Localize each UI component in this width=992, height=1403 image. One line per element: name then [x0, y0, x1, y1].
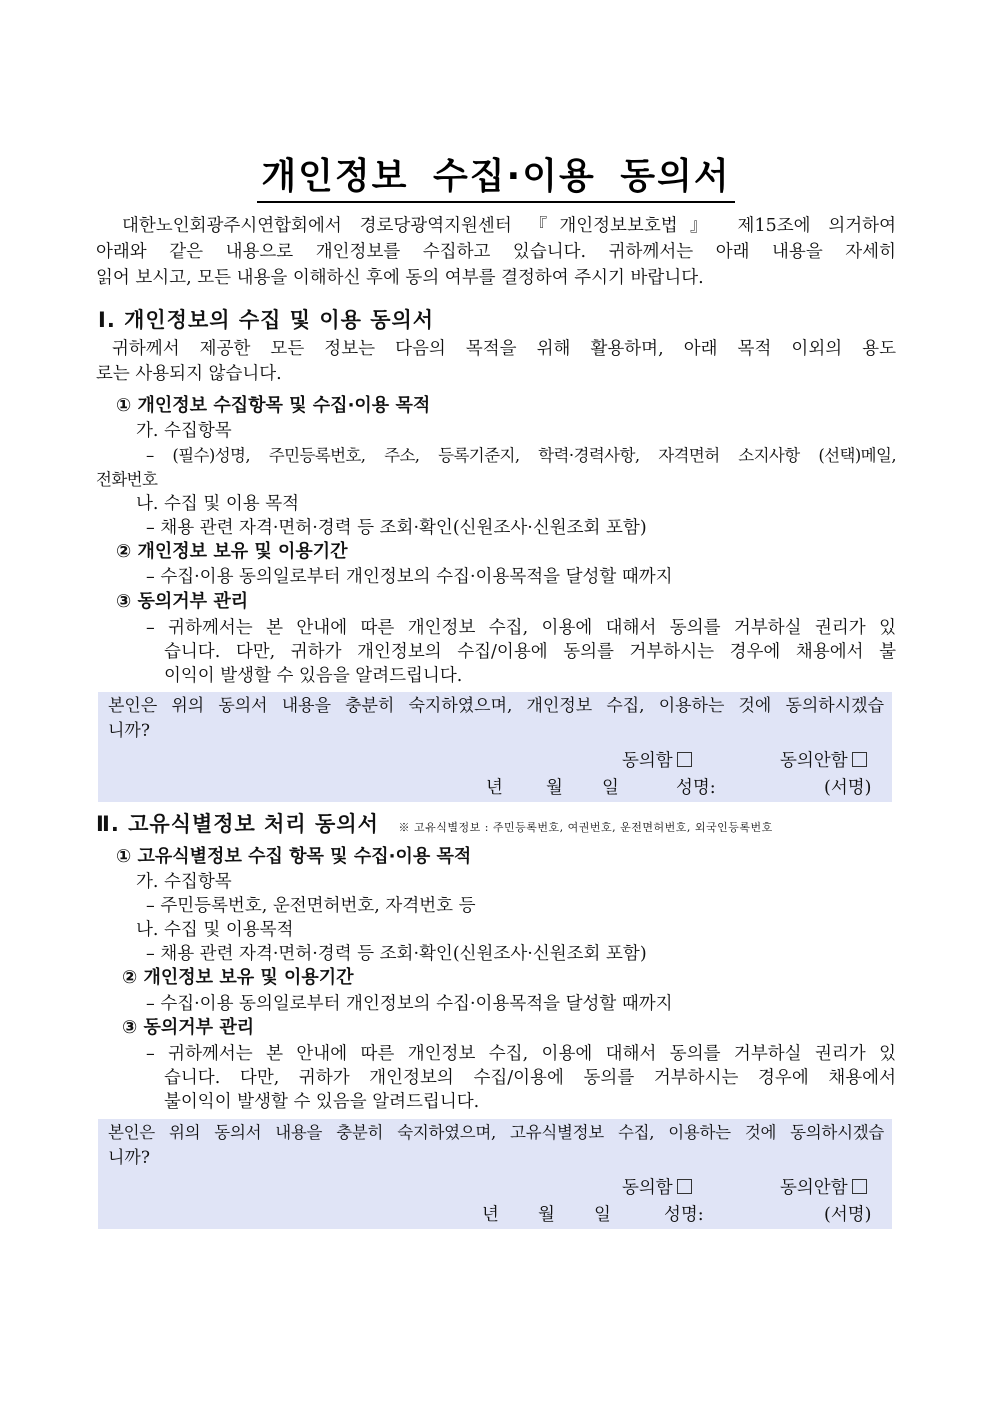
- section-2-item-3-text-3: 불이익이 발생할 수 있음을 알려드립니다.: [164, 1092, 480, 1112]
- section-2-item-1-b-text: – 채용 관련 자격·면허·경력 등 조회·확인(신원조사·신원조회 포함): [146, 944, 647, 964]
- agree-checkbox[interactable]: [677, 1179, 692, 1194]
- section-1-item-1-heading: ① 개인정보 수집항목 및 수집·이용 목적: [116, 395, 431, 416]
- signature-label: (서명): [824, 1205, 872, 1225]
- section-1-item-2-text: – 수집·이용 동의일로부터 개인정보의 수집·이용목적을 달성할 때까지: [146, 567, 673, 587]
- section-2-agree-option[interactable]: [622, 1176, 692, 1200]
- section-1-consent-question-2: 니까?: [108, 721, 150, 741]
- name-label: 성명:: [676, 778, 716, 798]
- section-1-item-1-a-text-2: 전화번호: [96, 470, 158, 489]
- agree-label: 동의함: [622, 1178, 673, 1198]
- intro-line-1: 대한노인회광주시연합회에서 경로당광역지원센터 『개인정보보호법』 제15조에 의거하여: [122, 216, 896, 236]
- section-1-item-3-text-2: 습니다. 다만, 귀하가 개인정보의 수집/이용에 동의를 거부하시는 경우에 채용에서 불: [164, 642, 896, 662]
- disagree-checkbox[interactable]: [852, 752, 867, 767]
- year-label: 년: [486, 778, 503, 798]
- section-2-consent-box: [98, 1119, 892, 1229]
- section-1-item-1-a-text-1: – (필수)성명, 주민등록번호, 주소, 등록기준지, 학력·경력사항, 자격면허 소지사항 (선택)메일,: [146, 446, 896, 465]
- document-title-text: 개인정보 수집·이용 동의서: [257, 155, 734, 203]
- section-2-item-1-b-label: 나. 수집 및 이용목적: [136, 920, 294, 940]
- section-2-item-2-heading: ② 개인정보 보유 및 이용기간: [122, 967, 354, 988]
- section-2-item-3-heading: ③ 동의거부 관리: [122, 1017, 255, 1038]
- section-2-item-1-heading: ① 고유식별정보 수집 항목 및 수집·이용 목적: [116, 846, 472, 867]
- agree-label: 동의함: [622, 751, 673, 771]
- section-1-item-3-text-3: 이익이 발생할 수 있음을 알려드립니다.: [164, 666, 463, 686]
- section-2-consent-question-2: 니까?: [108, 1148, 150, 1168]
- section-2-item-1-a-text: – 주민등록번호, 운전면허번호, 자격번호 등: [146, 896, 476, 916]
- section-1-heading: Ⅰ. 개인정보의 수집 및 이용 동의서: [98, 308, 435, 332]
- section-2-heading: Ⅱ. 고유식별정보 처리 동의서: [96, 812, 379, 836]
- month-label: 월: [546, 778, 563, 798]
- section-1-item-3-text-1: – 귀하께서는 본 안내에 따른 개인정보 수집, 이용에 대해서 동의를 거부하실 권리가 있: [146, 618, 896, 638]
- section-1-item-1-b-label: 나. 수집 및 이용 목적: [136, 494, 300, 514]
- section-2-note: ※ 고유식별정보 : 주민등록번호, 여권번호, 운전면허번호, 외국인등록번호: [398, 821, 773, 834]
- section-1-item-1-a-label: 가. 수집항목: [136, 421, 232, 441]
- signature-label: (서명): [824, 778, 872, 798]
- section-1-disagree-option[interactable]: [780, 749, 867, 773]
- disagree-label: 동의안함: [780, 751, 848, 771]
- intro-line-3: 읽어 보시고, 모든 내용을 이해하신 후에 동의 여부를 결정하여 주시기 바랍니다.: [96, 268, 704, 288]
- section-2-consent-question-1: 본인은 위의 동의서 내용을 충분히 숙지하였으며, 고유식별정보 수집, 이용하는 것에 동의하시겠습: [108, 1123, 884, 1142]
- section-1-consent-question-1: 본인은 위의 동의서 내용을 충분히 숙지하였으며, 개인정보 수집, 이용하는 것에 동의하시겠습: [108, 696, 884, 716]
- section-2-item-2-text: – 수집·이용 동의일로부터 개인정보의 수집·이용목적을 달성할 때까지: [146, 994, 673, 1014]
- intro-line-2: 아래와 같은 내용으로 개인정보를 수집하고 있습니다. 귀하께서는 아래 내용을 자세히: [96, 242, 896, 262]
- year-label: 년: [482, 1205, 499, 1225]
- disagree-checkbox[interactable]: [852, 1179, 867, 1194]
- section-1-item-2-heading: ② 개인정보 보유 및 이용기간: [116, 541, 348, 562]
- section-2-item-3-text-2: 습니다. 다만, 귀하가 개인정보의 수집/이용에 동의를 거부하시는 경우에 채용에서: [164, 1068, 896, 1088]
- section-1-item-3-heading: ③ 동의거부 관리: [116, 591, 249, 612]
- section-1-agree-option[interactable]: [622, 749, 692, 773]
- disagree-label: 동의안함: [780, 1178, 848, 1198]
- section-1-intro-line-2: 로는 사용되지 않습니다.: [96, 364, 282, 384]
- month-label: 월: [538, 1205, 555, 1225]
- agree-checkbox[interactable]: [677, 752, 692, 767]
- section-1-item-1-b-text: – 채용 관련 자격·면허·경력 등 조회·확인(신원조사·신원조회 포함): [146, 518, 647, 538]
- section-2-item-3-text-1: – 귀하께서는 본 안내에 따른 개인정보 수집, 이용에 대해서 동의를 거부하실 권리가 있: [146, 1044, 896, 1064]
- day-label: 일: [594, 1205, 611, 1225]
- document-title: [0, 155, 992, 203]
- section-2-heading-row: [96, 812, 773, 840]
- section-2-disagree-option[interactable]: [780, 1176, 867, 1200]
- name-label: 성명:: [664, 1205, 704, 1225]
- section-2-item-1-a-label: 가. 수집항목: [136, 872, 232, 892]
- section-1-intro-line-1: 귀하께서 제공한 모든 정보는 다음의 목적을 위해 활용하며, 아래 목적 이외의 용도: [112, 339, 896, 359]
- section-1-consent-box: [98, 692, 892, 802]
- day-label: 일: [602, 778, 619, 798]
